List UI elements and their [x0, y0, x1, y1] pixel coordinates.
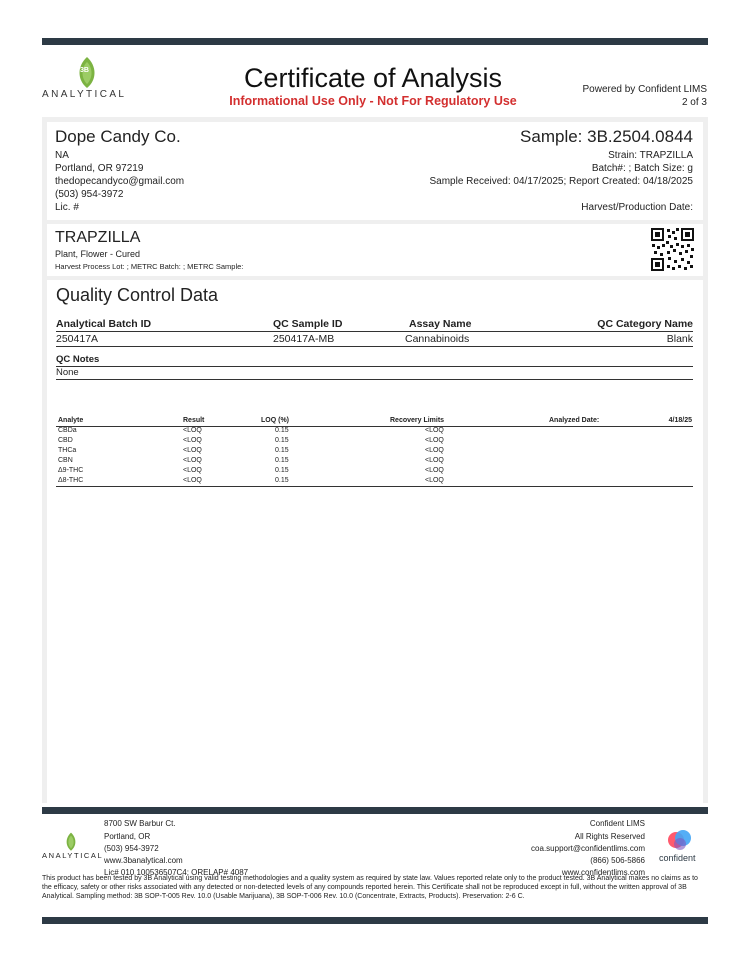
qc-header-assay: Assay Name: [409, 318, 472, 330]
confident-rights: All Rights Reserved: [574, 832, 645, 841]
qc-value-batch: 250417A: [56, 333, 99, 345]
sample-id: Sample: 3B.2504.0844: [520, 127, 693, 146]
page-title: Certificate of Analysis: [243, 63, 503, 93]
analyte-header-date: 4/18/25: [668, 417, 692, 424]
regulatory-notice: Informational Use Only - Not For Regulatory Use: [229, 94, 517, 108]
qc-header-category: QC Category Name: [597, 318, 693, 330]
qc-header-sample: QC Sample ID: [273, 318, 343, 330]
qc-notes-value: None: [56, 367, 79, 378]
sample-dates: Sample Received: 04/17/2025; Report Created: 04/18/2025: [429, 176, 693, 187]
footer-logo-text: ANALYTICAL: [42, 851, 104, 860]
top-bar: [42, 38, 708, 45]
qr-code-icon: [650, 227, 695, 272]
analyte-result: <LOQ: [183, 467, 202, 474]
analyte-loq: 0.15: [275, 437, 289, 444]
analyte-result: <LOQ: [183, 447, 202, 454]
qc-panel: [47, 280, 703, 803]
confident-name: Confident LIMS: [589, 819, 645, 828]
client-license: Lic. #: [55, 202, 79, 213]
footer-website[interactable]: www.3banalytical.com: [104, 856, 183, 865]
analyte-result: <LOQ: [183, 427, 202, 434]
qc-header-rule: [56, 331, 693, 332]
analyte-loq: 0.15: [275, 427, 289, 434]
table-row: [0, 467, 750, 477]
analyte-header-analyzed: Analyzed Date:: [549, 417, 600, 424]
analyte-name: THCa: [58, 447, 77, 454]
leaf-icon: [64, 832, 78, 852]
analyte-recovery: <LOQ: [425, 457, 444, 464]
client-name: Dope Candy Co.: [55, 127, 181, 146]
analyte-name: Δ8-THC: [58, 477, 84, 484]
analyte-recovery: <LOQ: [425, 467, 444, 474]
product-lots: Harvest Process Lot: ; METRC Batch: ; METRC Sample:: [55, 262, 244, 271]
footer-bar: [42, 807, 708, 814]
client-email: thedopecandyco@gmail.com: [55, 176, 185, 187]
client-phone: (503) 954-3972: [55, 189, 124, 200]
lab-logo: [42, 56, 134, 102]
qc-title: Quality Control Data: [56, 285, 219, 305]
analyte-recovery: <LOQ: [425, 477, 444, 484]
analyte-loq: 0.15: [275, 457, 289, 464]
analyte-recovery: <LOQ: [425, 447, 444, 454]
analyte-recovery: <LOQ: [425, 427, 444, 434]
sample-strain: Strain: TRAPZILLA: [608, 150, 693, 161]
analyte-loq: 0.15: [275, 467, 289, 474]
analyte-name: CBDa: [58, 427, 77, 434]
table-row: [0, 437, 750, 447]
client-line1: NA: [55, 150, 69, 161]
logo-badge: 3B: [80, 67, 89, 74]
analyte-header-loq: LOQ (%): [261, 417, 289, 424]
analyte-header-analyte: Analyte: [58, 417, 84, 424]
sample-batch: Batch#: ; Batch Size: g: [591, 163, 693, 174]
qc-header-batch: Analytical Batch ID: [56, 318, 152, 330]
qc-value-sample: 250417A-MB: [273, 333, 335, 345]
confident-email[interactable]: coa.support@confidentlims.com: [531, 844, 645, 853]
analyte-name: CBN: [58, 457, 73, 464]
analyte-name: CBD: [58, 437, 73, 444]
disclaimer: This product has been tested by 3B Analytical using valid testing methodologies and a quality system as required by state law. Values reported relate only to the product tested. 3B Analytical makes no claims as to the efficacy, safety or other risks associated with any detected or non-detected levels of any compounds reported herein. This Certificate shall not be reproduced except in full, without the written approval of 3B Analytical. Sampling method: 3B SOP-T-005 Rev. 10.0 (Usable Marijuana), 3B SOP-T-006 Rev. 10.0 (Concentrate, Extracts, Products). Preservation: 2-6 C.: [42, 875, 698, 900]
analyte-header-result: Result: [183, 417, 205, 424]
footer-logo: [42, 832, 104, 862]
table-row: [0, 457, 750, 467]
table-row: [0, 447, 750, 457]
qc-value-category: Blank: [666, 333, 693, 345]
analyte-name: Δ9-THC: [58, 467, 84, 474]
qc-notes-rule: [56, 366, 693, 367]
confident-logo-icon: [667, 828, 693, 852]
analyte-result: <LOQ: [183, 477, 202, 484]
powered-by: Powered by Confident LIMS: [582, 84, 707, 95]
analyte-bottom-rule: [56, 486, 693, 487]
qc-value-assay: Cannabinoids: [405, 333, 470, 345]
footer-address-2: Portland, OR: [104, 832, 151, 841]
product-type: Plant, Flower - Cured: [55, 249, 141, 259]
qc-row-rule: [56, 346, 693, 347]
logo-text: ANALYTICAL: [42, 89, 127, 100]
analyte-loq: 0.15: [275, 447, 289, 454]
footer-phone: (503) 954-3972: [104, 844, 159, 853]
analyte-recovery: <LOQ: [425, 437, 444, 444]
footer-address-1: 8700 SW Barbur Ct.: [104, 819, 176, 828]
page-number: 2 of 3: [681, 97, 707, 108]
confident-website[interactable]: www.confidentlims.com: [561, 868, 645, 877]
analyte-result: <LOQ: [183, 437, 202, 444]
client-address: Portland, OR 97219: [55, 163, 144, 174]
analyte-result: <LOQ: [183, 457, 202, 464]
qc-notes-bottom-rule: [56, 379, 693, 380]
footer-license: Lic# 010 100536507C4; ORELAP# 4087: [104, 868, 249, 877]
analyte-loq: 0.15: [275, 477, 289, 484]
product-name: TRAPZILLA: [55, 229, 141, 246]
confident-phone: (866) 506-5866: [590, 856, 645, 865]
analyte-header-recovery: Recovery Limits: [390, 417, 445, 424]
bottom-bar: [42, 917, 708, 924]
harvest-date: Harvest/Production Date:: [581, 202, 693, 213]
confident-logo-text: confident: [659, 853, 696, 863]
table-row: [0, 427, 750, 437]
qc-notes-label: QC Notes: [56, 354, 100, 365]
